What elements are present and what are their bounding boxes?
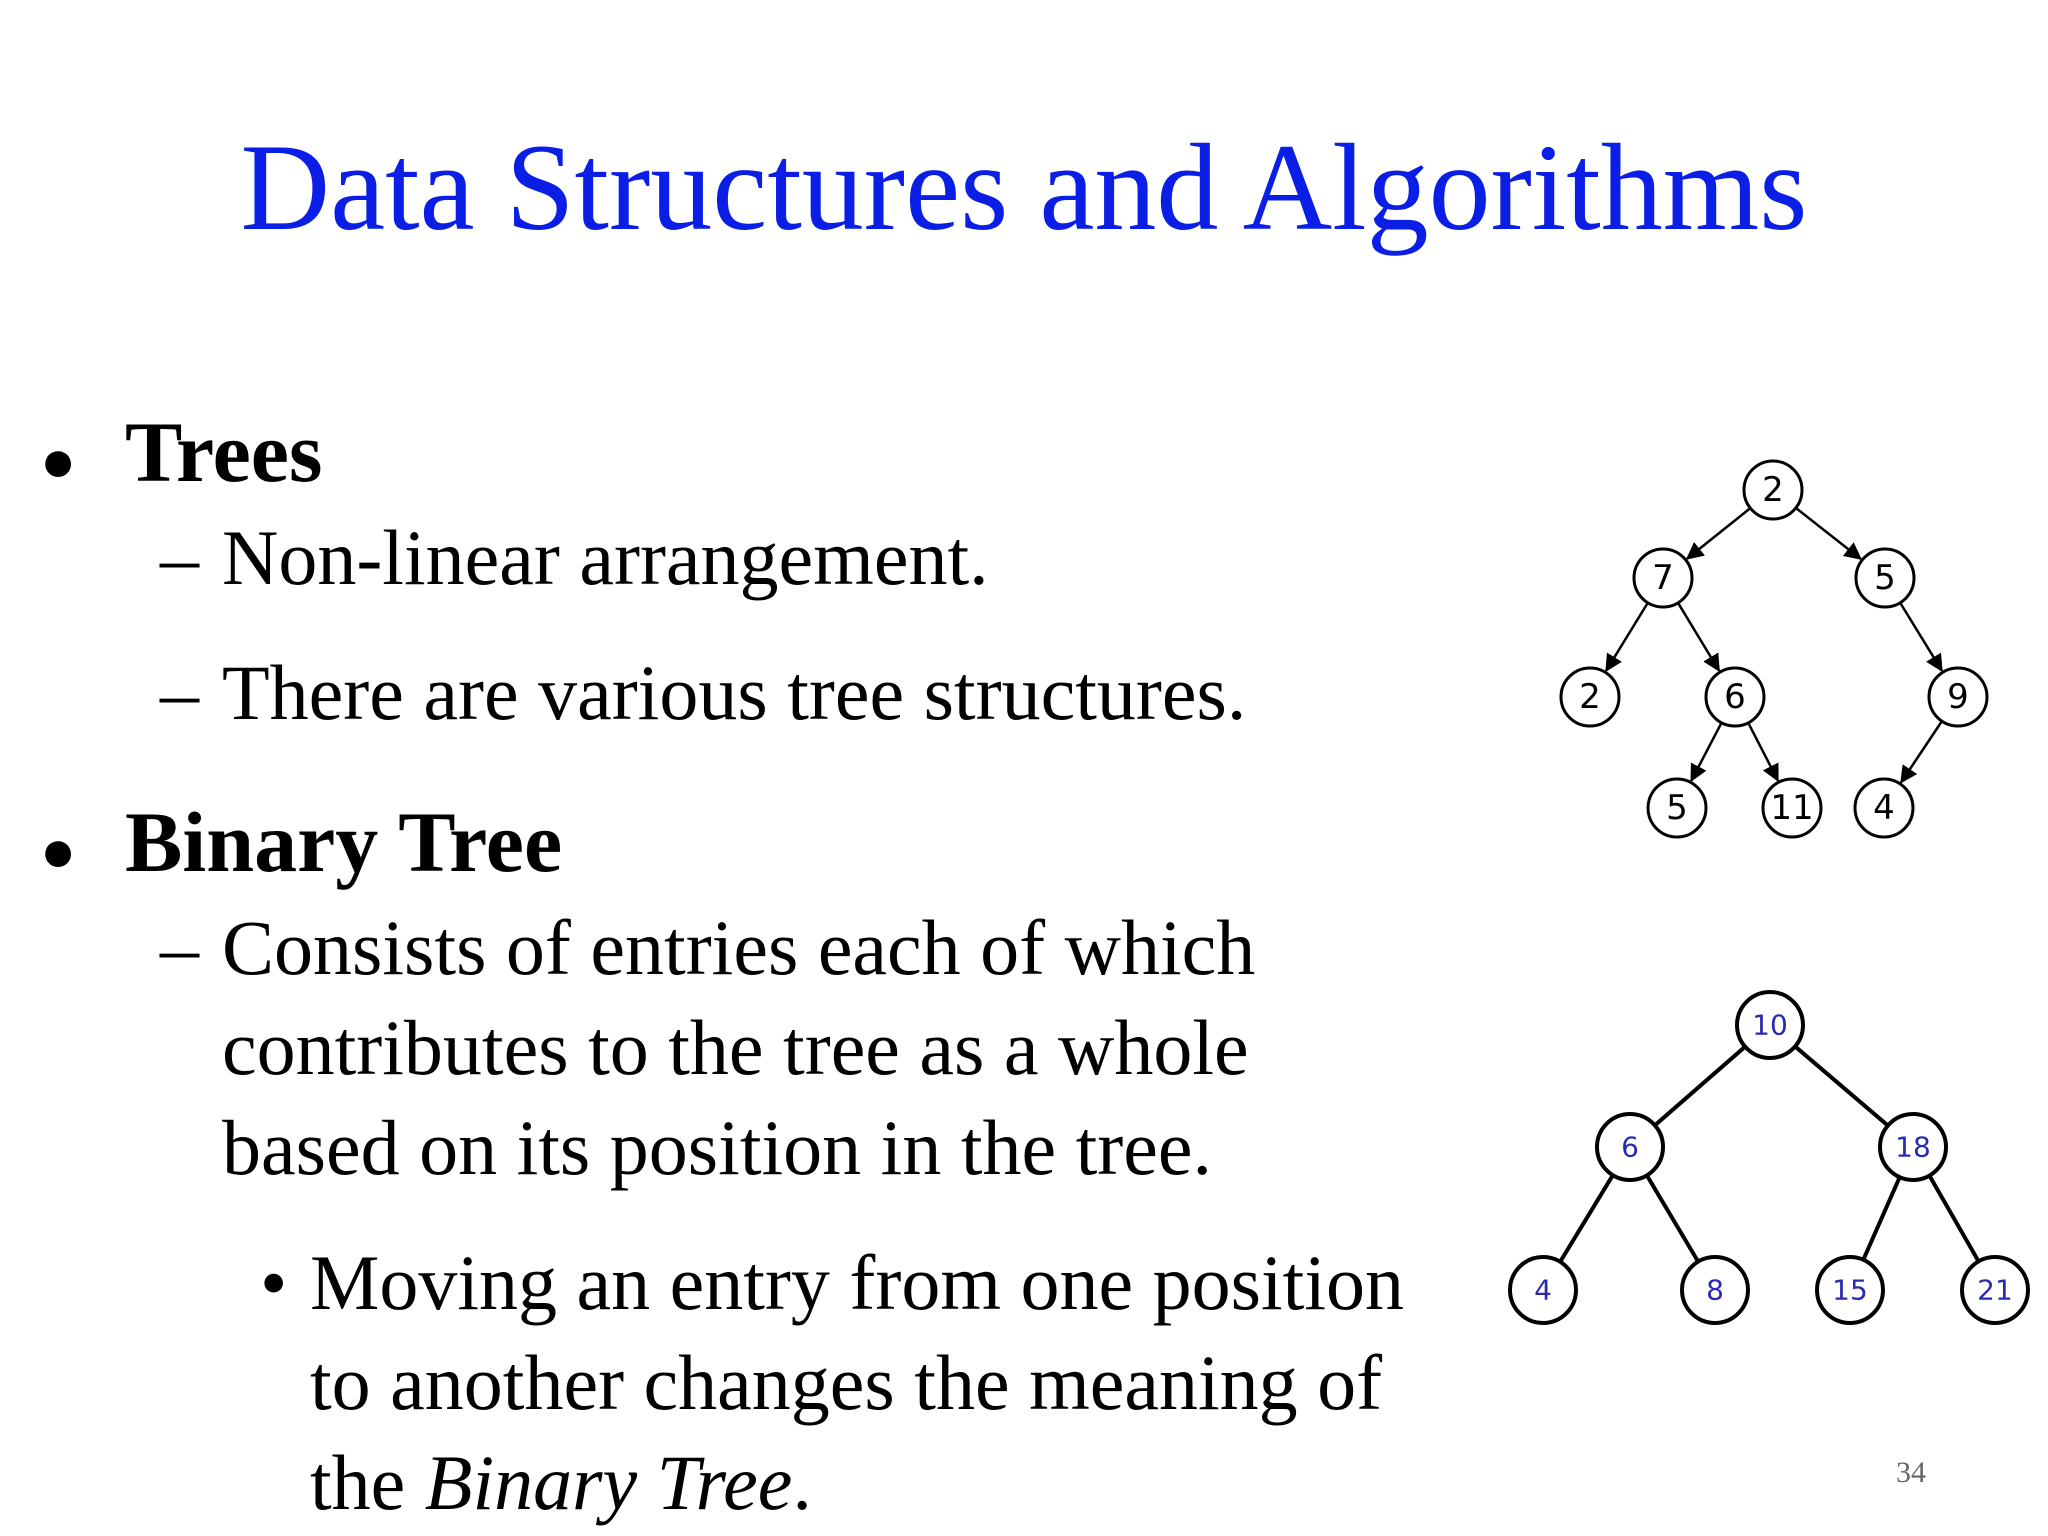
bullet-binary-tree-heading: Binary Tree [125, 794, 563, 890]
bullet-trees-heading: Trees [125, 404, 323, 500]
tree-edge [1748, 723, 1778, 781]
sub-bullet-binary-tree [160, 898, 1255, 1198]
tree-node [1510, 1257, 1576, 1323]
line-suffix: . [792, 1439, 812, 1526]
tree-node-label: 4 [1534, 1273, 1552, 1307]
tree-node [1648, 779, 1706, 837]
tree-node [1855, 779, 1913, 837]
tree-diagram-1 [1540, 450, 2010, 850]
small-bullet-icon: • [260, 1239, 288, 1326]
tree-node-label: 11 [1770, 788, 1814, 828]
tree-edge [1560, 1175, 1613, 1262]
dash-icon: – [160, 649, 199, 736]
tree-node-label: 9 [1947, 677, 1969, 717]
sub-bullet-line: based on its position in the tree. [222, 1104, 1213, 1191]
dash-icon: – [160, 514, 199, 601]
tree-node [1962, 1257, 2028, 1323]
sub-bullet-text: There are various tree structures. [222, 649, 1247, 736]
sub-bullet-line: contributes to the tree as a whole [222, 1004, 1249, 1091]
tree-node-label: 15 [1832, 1273, 1868, 1307]
bullet-dot-icon: ● [40, 428, 77, 495]
tree-edge [1796, 508, 1861, 559]
dash-icon: – [160, 904, 199, 991]
tree-edge [1929, 1176, 1978, 1262]
line-prefix: the [310, 1439, 425, 1526]
tree-edge [1691, 723, 1721, 781]
tree-node [1817, 1257, 1883, 1323]
bullet-dot-icon: ● [40, 818, 77, 885]
tree-edge [1647, 1175, 1698, 1261]
tree-edge [1795, 1046, 1888, 1125]
bullet-trees [40, 405, 322, 500]
tree-edge [1687, 508, 1750, 559]
sub-sub-bullet-line: to another changes the meaning of [310, 1339, 1383, 1426]
tree-diagram-2 [1500, 985, 2040, 1345]
tree-node [1561, 668, 1619, 726]
tree-node-label: 2 [1762, 470, 1784, 510]
sub-bullet-line: Consists of entries each of which [222, 904, 1256, 991]
tree-edge [1678, 603, 1719, 671]
tree-node-label: 4 [1873, 788, 1895, 828]
page-number: 34 [1896, 1456, 1926, 1489]
tree-node-label: 6 [1724, 677, 1746, 717]
tree-node-label: 6 [1621, 1130, 1639, 1164]
tree-node [1597, 1114, 1663, 1180]
tree-edge [1901, 721, 1942, 782]
tree-node-label: 21 [1977, 1273, 2013, 1307]
italic-term: Binary Tree [424, 1439, 793, 1526]
tree-node-label: 7 [1652, 558, 1674, 598]
tree-node [1634, 549, 1692, 607]
tree-node [1763, 779, 1821, 837]
tree-node [1682, 1257, 1748, 1323]
tree-node-label: 10 [1752, 1008, 1788, 1042]
sub-bullet-trees-1 [160, 508, 989, 608]
tree-node [1706, 668, 1764, 726]
tree-node-label: 8 [1706, 1273, 1724, 1307]
tree-node-label: 5 [1874, 558, 1896, 598]
sub-sub-bullet-binary-tree [260, 1233, 1404, 1533]
tree-node [1880, 1114, 1946, 1180]
tree-node-label: 5 [1666, 788, 1688, 828]
tree-node-label: 2 [1579, 677, 1601, 717]
tree-node [1737, 992, 1803, 1058]
tree-edge [1863, 1177, 1899, 1260]
tree-edge [1655, 1047, 1745, 1126]
tree-node [1744, 461, 1802, 519]
tree-edge [1900, 603, 1942, 671]
tree-node [1856, 549, 1914, 607]
tree-edge [1606, 603, 1648, 671]
sub-bullet-text: Non-linear arrangement. [222, 514, 989, 601]
tree-node-label: 18 [1895, 1130, 1931, 1164]
sub-sub-bullet-line [310, 1433, 1404, 1533]
tree-node [1929, 668, 1987, 726]
slide-title: Data Structures and Algorithms [240, 119, 1808, 256]
sub-sub-bullet-line: Moving an entry from one position [310, 1239, 1405, 1326]
sub-bullet-trees-2 [160, 643, 1246, 743]
bullet-binary-tree [40, 795, 562, 890]
